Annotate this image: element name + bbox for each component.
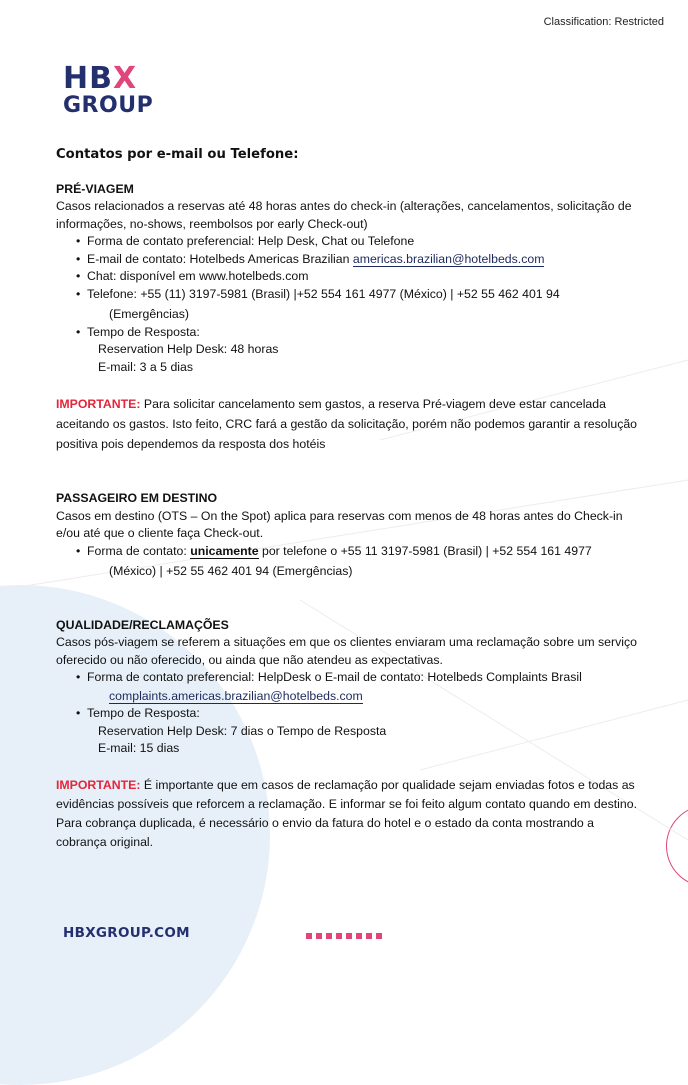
importante-note-2: IMPORTANTE: É importante que em casos de reclamação por qualidade sejam enviadas fotos e todas as evidências possíveis que reforcem a reclamação. E informar se foi feito algum contato quando em destino. Para cobrança duplicada, é necessário o envio da fatura do hotel e o estado da conta mostrando a cobrança original.: [56, 777, 637, 849]
logo-group-text: GROUP: [63, 93, 154, 118]
tempo-help-desk: Reservation Help Desk: 48 horas: [98, 342, 279, 356]
list-item: • Chat: disponível em www.hotelbeds.com: [76, 268, 646, 286]
email-link-americas[interactable]: americas.brazilian@hotelbeds.com: [352, 251, 545, 266]
footer-dots-decoration: [306, 933, 382, 939]
importante-label: IMPORTANTE:: [56, 777, 141, 792]
list-item: • Tempo de Resposta:: [76, 324, 646, 342]
section-title-qualidade: QUALIDADE/RECLAMAÇÕES: [56, 617, 229, 632]
list-item: • E-mail de contato: Hotelbeds Americas Brazilian americas.brazilian@hotelbeds.com: [76, 251, 646, 269]
list-item: • Forma de contato preferencial: Help Desk, Chat ou Telefone: [76, 233, 646, 251]
list-item: • Forma de contato: unicamente por telefone o +55 11 3197-5981 (Brasil) | +52 554 161 4977 (México) | +52 55 462 401 94 (Emergências): [76, 543, 646, 581]
tempo-email: E-mail: 3 a 5 dias: [98, 359, 194, 374]
list-item: • Forma de contato preferencial: HelpDesk o E-mail de contato: Hotelbeds Complaints Brasil complaints.americas.brazilian@hotelbeds.com: [76, 669, 646, 705]
logo-hbx-text: HBX: [63, 61, 138, 96]
hbx-group-logo: [63, 61, 163, 118]
email-link-complaints[interactable]: complaints.americas.brazilian@hotelbeds.com: [109, 688, 363, 703]
tempo-email: E-mail: 15 dias: [98, 741, 180, 755]
section-title-pre-viagem: PRÉ-VIAGEM: [56, 181, 134, 196]
classification-label: Classification: Restricted: [543, 16, 664, 28]
importante-label: IMPORTANTE:: [56, 397, 141, 411]
list-item: • Tempo de Resposta:: [76, 705, 646, 723]
qualidade-intro: Casos pós-viagem se referem a situações em que os clientes enviaram uma reclamação sobre um serviço oferecido ou não oferecido, ou ainda que não atendeu as expectativas.: [56, 635, 637, 667]
footer-website[interactable]: HBXGROUP.COM: [63, 925, 190, 941]
section-title-destino: PASSAGEIRO EM DESTINO: [56, 491, 218, 505]
destino-list: [56, 543, 646, 581]
importante-note-1: IMPORTANTE: Para solicitar cancelamento sem gastos, a reserva Pré-viagem deve estar cancelada aceitando os gastos. Isto feito, CRC fará a gestão da solicitação, porém não podemos garantir a resolução positiva pois dependemos da resposta dos hotéis: [56, 397, 638, 451]
tempo-help-desk: Reservation Help Desk: 7 dias o Tempo de Resposta: [98, 723, 387, 738]
qualidade-list: [56, 669, 646, 723]
page-title: Contatos por e-mail ou Telefone:: [56, 147, 299, 162]
pre-viagem-intro: Casos relacionados a reservas até 48 horas antes do check-in (alterações, cancelamentos, solicitação de informações, no-shows, reembolsos por early Check-out): [56, 199, 632, 231]
pre-viagem-list: [56, 233, 646, 341]
document-body: [56, 146, 646, 852]
destino-intro: Casos em destino (OTS – On the Spot) aplica para reservas com menos de 48 horas antes do Check-in e/ou até que o cliente faça Check-out.: [56, 508, 623, 540]
list-item: • Telefone: +55 (11) 3197-5981 (Brasil) |+52 554 161 4977 (México) | +52 55 462 401 94 (Emergências): [76, 286, 646, 324]
